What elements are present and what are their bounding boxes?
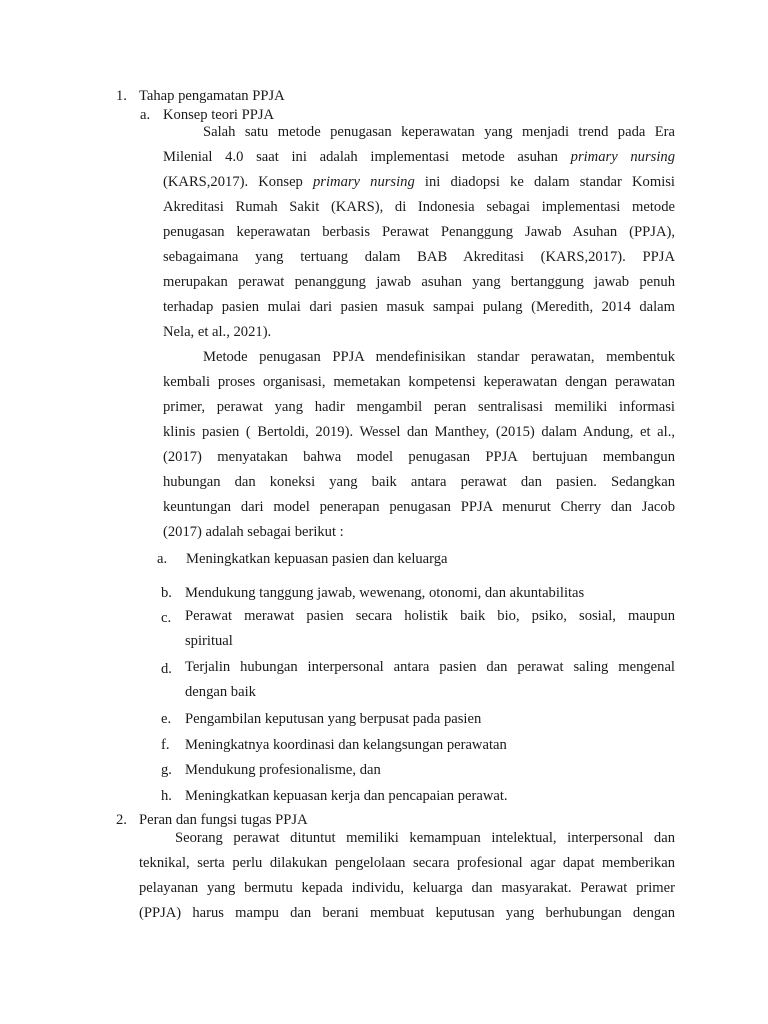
list-item-letter: c. [161,610,172,626]
list-item [185,604,675,654]
section-2-paragraph [139,826,675,926]
para2-line: (2017) adalah sebagai berikut : [163,524,344,540]
list-item-line: Perawat merawat pasien secara holistik baik bio, psiko, sosial, maupun [185,608,675,624]
para2-line: (2017) menyatakan bahwa model penugasan PPJA bertujuan membangun [163,449,675,465]
para1-line: Salah satu metode penugasan keperawatan yang menjadi trend pada Era [203,124,675,140]
para2-line: hubungan dan koneksi yang baik antara perawat dan pasien. Sedangkan [163,474,675,490]
list-item-line: spiritual [185,633,233,649]
list-item-letter: h. [161,788,172,804]
section2-line: Seorang perawat dituntut memiliki kemampuan intelektual, interpersonal dan [175,830,675,846]
section2-line: pelayanan yang bermutu kepada individu, keluarga dan masyarakat. Perawat primer [139,880,675,896]
para2-line: keuntungan dari model penerapan penugasan PPJA menurut Cherry dan Jacob [163,499,675,515]
list-item-letter: e. [161,711,172,727]
section2-line: (PPJA) harus mampu dan berani membuat keputusan yang berhubungan dengan [139,905,675,921]
para1-line: terhadap pasien mulai dari pasien masuk sampai pulang (Meredith, 2014 dalam [163,299,675,315]
section-2-title: Peran dan fungsi tugas PPJA [139,812,308,828]
list-item-letter: g. [161,762,172,778]
list-item-letter: b. [161,585,172,601]
section-1-number: 1. [116,88,127,104]
section-1-title: Tahap pengamatan PPJA [139,88,285,104]
para1-line: (KARS,2017). Konsep primary nursing ini diadopsi ke dalam standar Komisi [163,174,675,190]
para1-line: sebagaimana yang tertuang dalam BAB Akreditasi (KARS,2017). PPJA [163,249,675,265]
section2-line: teknikal, serta perlu dilakukan pengelolaan secara profesional agar dapat memberikan [139,855,675,871]
list-item-letter: d. [161,661,172,677]
para2-line: primer, perawat yang hadir mengambil peran sentralisasi memiliki informasi [163,399,675,415]
list-item: Meningkatkan kepuasan kerja dan pencapaian perawat. [185,788,508,804]
paragraph-2 [163,345,675,545]
list-item-line: dengan baik [185,684,256,700]
list-item-line: Terjalin hubungan interpersonal antara pasien dan perawat saling mengenal [185,659,675,675]
list-item: Meningkatnya koordinasi dan kelangsungan perawatan [185,737,507,753]
list-item: Pengambilan keputusan yang berpusat pada pasien [185,711,482,727]
list-item [185,655,675,705]
list-item: Meningkatkan kepuasan pasien dan keluarga [186,551,448,567]
para1-line: penugasan keperawatan berbasis Perawat Penanggung Jawab Asuhan (PPJA), [163,224,675,240]
para2-line: kembali proses organisasi, memetakan kompetensi keperawatan dengan perawatan [163,374,675,390]
subsection-a-letter: a. [140,107,151,123]
para1-line: merupakan perawat penanggung jawab asuhan yang bertanggung jawab penuh [163,274,675,290]
list-item-letter: f. [161,737,170,753]
paragraph-1 [163,120,675,345]
para1-line: Nela, et al., 2021). [163,324,272,340]
list-item: Mendukung profesionalisme, dan [185,762,381,778]
list-item-letter: a. [157,551,168,567]
list-item: Mendukung tanggung jawab, wewenang, otonomi, dan akuntabilitas [185,585,585,601]
para1-line: Milenial 4.0 saat ini adalah implementasi metode asuhan primary nursing [163,149,675,165]
para2-line: Metode penugasan PPJA mendefinisikan standar perawatan, membentuk [203,349,675,365]
subsection-a-title: Konsep teori PPJA [163,107,275,123]
para2-line: klinis pasien ( Bertoldi, 2019). Wessel dan Manthey, (2015) dalam Andung, et al., [163,424,675,440]
section-2-number: 2. [116,812,127,828]
para1-line: Akreditasi Rumah Sakit (KARS), di Indonesia sebagai implementasi metode [163,199,675,215]
